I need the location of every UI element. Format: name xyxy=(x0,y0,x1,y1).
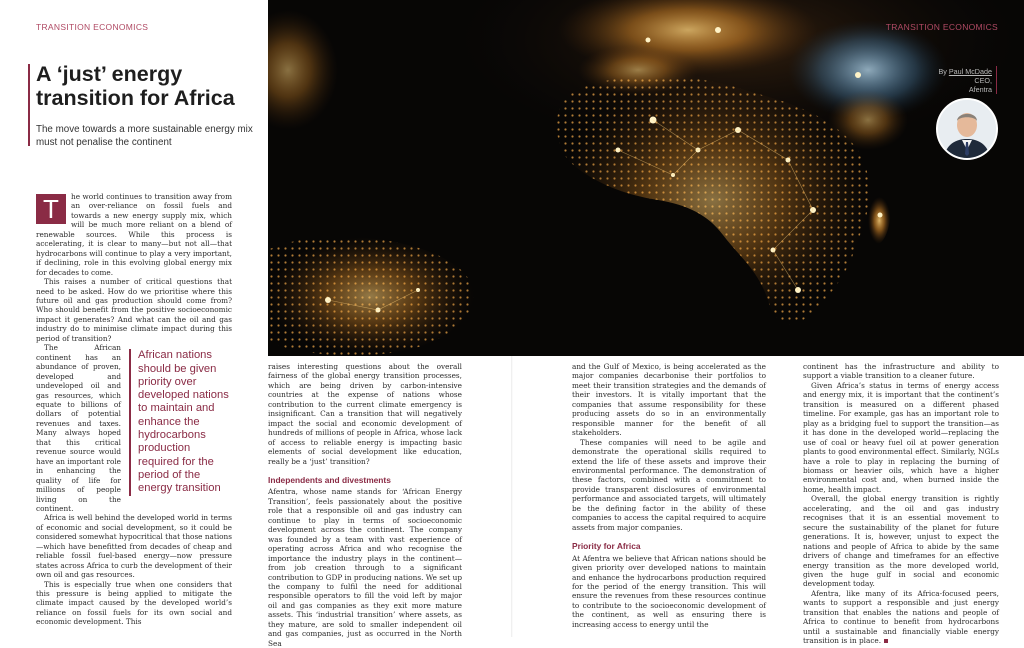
byline-accent-bar xyxy=(996,66,998,94)
paragraph-text: Afentra, like many of its Africa-focused peers, wants to support a responsible and just energy transition that enables the nations and people of Africa to continue to benefit from hydrocarbons until a sustainable and financially viable energy transition is in place. xyxy=(803,588,999,646)
paragraph: he world continues to transition away from an over-reliance on fossil fuels and towards a new energy supply mix, which will be much more reliant on a blend of renewable sources. While this process is accelerating, it is clear to many—but not all—that hydrocarbons will continue to play a very important, if declining, role in this evolving global energy mix for decades to come. xyxy=(36,192,232,277)
article-column-4 xyxy=(803,362,999,646)
paragraph: These companies will need to be agile and demonstrate the operational skills required to extend the life of these assets and improve their environmental performance. The demonstration of these factors, combined with a commitment to provide transparent disclosures of environmental performance and associated targets, will ultimately be the defining factor in the ability of these companies to access the capital required to acquire assets from major companies. xyxy=(572,437,766,532)
byline-prefix: By xyxy=(938,67,947,76)
paragraph: Given Africa’s status in terms of energy access and energy mix, it is important that the continent’s transition is measured on a different phased timeline. For example, gas has an important role to play as a bridging fuel to support the transition—as it has done in the developed world—replacing the use of coal or heavy fuel oil at power generation plants to good environmental effect. Similarly, NGLs have a role to play in replacing the burning of biomass or heavier oils, which have a higher environmental cost and, when burned inside the home, health impact. xyxy=(803,380,999,494)
dropcap: T xyxy=(36,194,66,224)
author-avatar xyxy=(936,98,998,160)
africa-night-lights-map xyxy=(268,0,1024,356)
byline-author-link[interactable]: Paul McDade xyxy=(948,67,992,76)
article-column-2 xyxy=(268,362,462,648)
pull-quote: African nations should be given priority over developed nations to maintain and enhance the hydrocarbons production required for the period of the energy transition xyxy=(129,349,232,495)
subheading: Independents and divestments xyxy=(268,474,391,485)
byline-role: CEO, xyxy=(974,75,992,85)
paragraph: This raises a number of critical questions that need to be asked. How do we prioritise where this future oil and gas production should come from? Who should benefit from the positive socioeconomic impact it generates? And what can the oil and gas industry do to minimise climate impact during this period of transition? xyxy=(36,277,232,343)
standfirst: The move towards a more sustainable energy mix must not penalise the continent xyxy=(36,124,253,148)
hero-image xyxy=(268,0,1024,356)
headline: A ‘just’ energy transition for Africa xyxy=(36,62,235,110)
byline xyxy=(938,68,992,94)
paragraph: Africa is well behind the developed world in terms of economic and social development, so it could be considered somewhat hypocritical that those nations—which have benefitted from decades of cheap and reliable fossil fuel-based energy—now pressure states across Africa to curb the development of their own oil and gas resources. xyxy=(36,513,232,580)
end-mark xyxy=(884,639,888,643)
section-tag-right: TRANSITION ECONOMICS xyxy=(885,22,998,32)
paragraph: raises interesting questions about the overall fairness of the global energy transition processes, which are being driven by carbon-intensive countries at the expense of nations whose contribution to the current climate emergency is insignificant. Can a transition that will negatively impact the social and economic development of hundreds of millions of people in Africa, whose lack of access to reliable energy is impacting basic elements of social development like education, really be a ‘just’ transition? xyxy=(268,362,462,466)
paragraph: continent has the infrastructure and ability to support a viable transition to a cleaner future. xyxy=(803,362,999,381)
paragraph: Afentra, whose name stands for ‘African Energy Transition’, feels passionately about the positive role that a responsible oil and gas industry can continue to play in terms of socioeconomic development across the continent. The company was founded by a team with vast experience of operating across Africa and who recognise the importance the industry plays in the continent—from job creation through to a significant contribution to GDP in producing nations. We set up the company to fulfil the need for additional responsible operators to fill the void left by major oil and gas companies as they exit more mature assets. This ‘industrial transition’ where assets, as they mature, are sold to smaller independent oil and gas companies, just as occurred in the North Sea xyxy=(268,487,462,648)
section-tag-left: TRANSITION ECONOMICS xyxy=(36,22,149,32)
paragraph: At Afentra we believe that African nations should be given priority over developed nations to maintain and enhance the hydrocarbons production required for the period of the energy transition. This will ensure the revenues from these resources continue to contribute to the socioeconomic development of the continent, as well as ensuring there is increasing access to energy until the xyxy=(572,553,766,629)
article-column-1 xyxy=(36,192,232,627)
headline-accent-bar xyxy=(28,64,30,146)
paragraph xyxy=(803,589,999,646)
article-column-3 xyxy=(572,362,766,629)
byline-company: Afentra xyxy=(968,84,992,94)
author-portrait-icon xyxy=(938,100,996,158)
subheading: Priority for Africa xyxy=(572,541,641,552)
paragraph: and the Gulf of Mexico, is being accelerated as the major companies decarbonise their portfolios to meet their transition strategies and the demands of their investors. It is vitally important that the companies that assume responsibility for these producing assets do so in an environmentally responsible manner for the benefit of all stakeholders. xyxy=(572,362,766,438)
paragraph: This is especially true when one considers that this pressure is being applied to mitigate the climate impact caused by the developed world’s reliance on fossil fuels for its own social and economic development. This xyxy=(36,579,232,627)
paragraph: The African continent has an abundance of proven, developed and undeveloped oil and gas resources, which equate to billions of dollars of potential revenues and taxes. Many always hoped that this critical revenue source would have an important role in enhancing the quality of life for millions of people living on the continent. xyxy=(36,343,121,513)
paragraph: Overall, the global energy transition is rightly accelerating, and the oil and gas industry recognises that it is an essential movement to secure the sustainability of the planet for future generations. It is, however, unjust to expect the nations and people of Africa to abide by the same drivers of change and timeframes for an effective energy transition as the more developed world, given the huge gulf in social and economic development today. xyxy=(803,494,999,589)
